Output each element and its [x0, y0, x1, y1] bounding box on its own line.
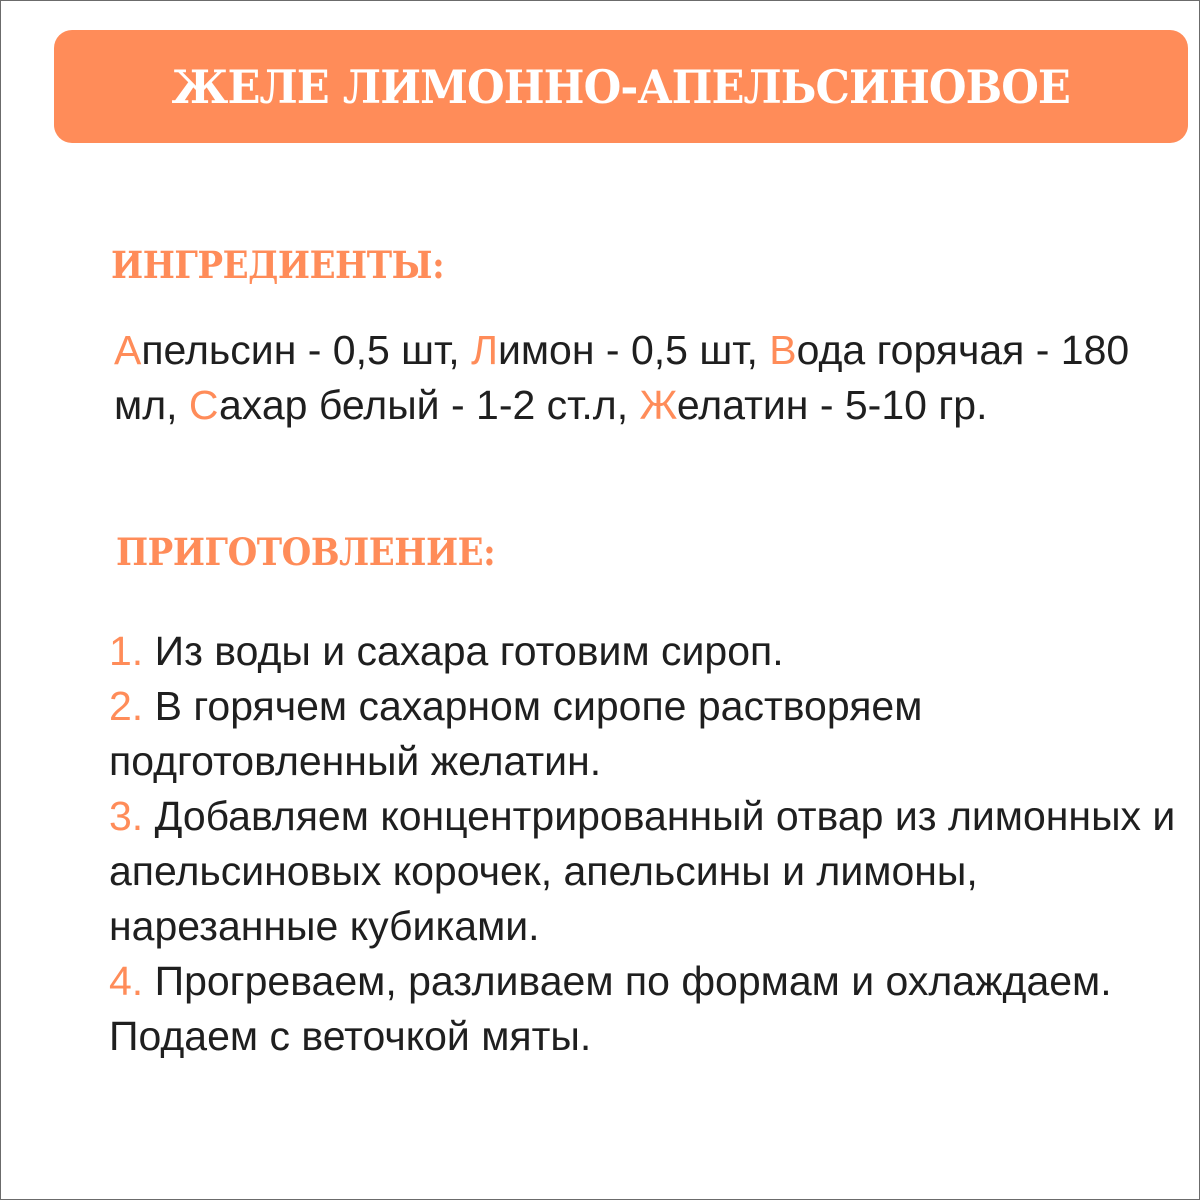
preparation-steps: [109, 624, 1179, 1064]
step-number: 4.: [109, 958, 144, 1004]
step-item: [109, 789, 1179, 954]
step-text: Из воды и сахара готовим сироп.: [143, 628, 784, 674]
step-text: Добавляем концентрированный отвар из лимонных и апельсиновых корочек, апельсины и лимоны, нарезанные кубиками.: [109, 793, 1176, 949]
recipe-title: ЖЕЛЕ ЛИМОННО-АПЕЛЬСИНОВОЕ: [171, 59, 1071, 114]
ingredient-item: [189, 382, 640, 428]
ingredient-text: ахар белый - 1-2 ст.л,: [218, 382, 640, 428]
ingredient-text: имон - 0,5 шт,: [497, 327, 770, 373]
step-item: [109, 624, 1179, 679]
ingredient-text: пельсин - 0,5 шт,: [141, 327, 472, 373]
step-item: [109, 679, 1179, 789]
ingredients-heading: ИНГРЕДИЕНТЫ:: [111, 243, 445, 287]
ingredient-text: елатин - 5-10 гр.: [676, 382, 988, 428]
ingredient-initial: Ж: [639, 382, 677, 428]
ingredient-initial: С: [188, 382, 219, 428]
ingredient-initial: А: [114, 327, 142, 373]
preparation-heading: ПРИГОТОВЛЕНИЕ:: [116, 530, 496, 574]
ingredient-initial: Л: [471, 327, 498, 373]
step-number: 1.: [109, 628, 144, 674]
step-number: 3.: [109, 793, 144, 839]
ingredients-list: [114, 323, 1174, 433]
ingredient-text: ода горячая - 180 мл,: [114, 327, 1130, 428]
ingredient-item: [114, 327, 471, 373]
title-banner: [54, 30, 1188, 143]
step-number: 2.: [109, 683, 144, 729]
step-text: В горячем сахарном сиропе растворяем подготовленный желатин.: [109, 683, 923, 784]
ingredient-item: [471, 327, 769, 373]
ingredient-initial: В: [769, 327, 797, 373]
ingredient-item: [640, 382, 988, 428]
step-text: Прогреваем, разливаем по формам и охлаждаем. Подаем с веточкой мяты.: [109, 958, 1112, 1059]
step-item: [109, 954, 1179, 1064]
